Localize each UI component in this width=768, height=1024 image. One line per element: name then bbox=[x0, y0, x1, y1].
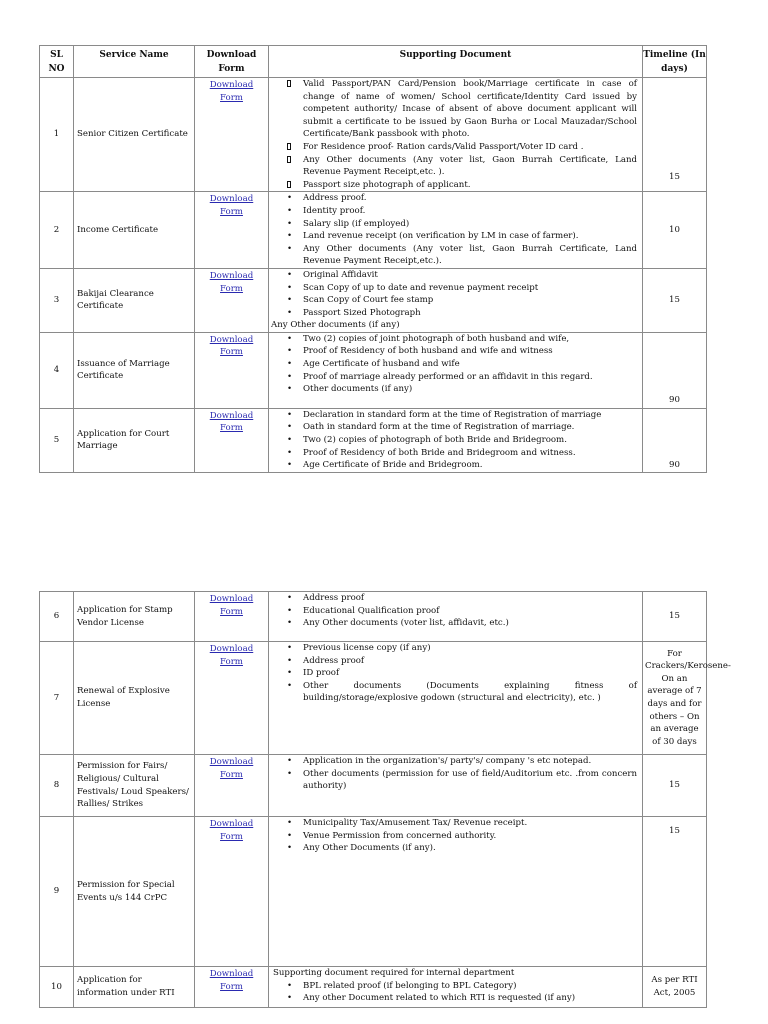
document-item-text: Passport Sized Photograph bbox=[303, 307, 421, 318]
form-link-text[interactable]: Form bbox=[220, 206, 243, 217]
header-row bbox=[40, 46, 707, 78]
document-item bbox=[271, 294, 637, 307]
form-link-text[interactable]: Form bbox=[220, 981, 243, 992]
header-supporting-document: Supporting Document bbox=[269, 46, 643, 78]
bullet-icon: • bbox=[287, 205, 293, 216]
header-timeline: Timeline (In days) bbox=[643, 46, 707, 78]
document-item bbox=[271, 333, 637, 346]
bullet-icon: • bbox=[287, 768, 293, 779]
service-row bbox=[40, 408, 707, 472]
header-service-name: Service Name bbox=[74, 46, 195, 78]
form-link-text[interactable]: Form bbox=[220, 423, 243, 434]
document-item bbox=[271, 642, 637, 655]
document-item-text: Application in the organization's/ party's/ company 's etc notepad. bbox=[303, 756, 592, 766]
download-form-link[interactable] bbox=[195, 756, 268, 781]
supporting-documents bbox=[269, 408, 643, 472]
timeline-days: 10 bbox=[643, 192, 707, 269]
form-link-text[interactable]: Form bbox=[220, 347, 243, 358]
header-sl-no: SL NO bbox=[40, 46, 74, 78]
bullet-icon: • bbox=[287, 384, 293, 395]
document-list bbox=[271, 192, 637, 268]
timeline-days: 90 bbox=[643, 408, 707, 472]
document-item bbox=[271, 817, 637, 830]
service-name: Issuance of Marriage Certificate bbox=[74, 332, 195, 408]
bullet-icon: • bbox=[287, 447, 293, 458]
service-name: Income Certificate bbox=[74, 192, 195, 269]
bullet-icon: • bbox=[287, 333, 293, 344]
document-item-text: Address proof. bbox=[303, 193, 367, 204]
document-item bbox=[271, 830, 637, 843]
download-form-cell bbox=[195, 642, 269, 755]
document-item-text: Other documents (Documents explaining fitness of building/storage/explosive godown (structural and electricity), etc. ) bbox=[303, 680, 637, 704]
document-item-text: Scan Copy of up to date and revenue payment receipt bbox=[303, 282, 539, 293]
service-name: Bakijai Clearance Certificate bbox=[74, 268, 195, 332]
service-name: Application for information under RTI bbox=[74, 967, 195, 1008]
service-row bbox=[40, 817, 707, 967]
bullet-icon: • bbox=[287, 818, 293, 828]
document-item bbox=[271, 617, 637, 630]
box-bullet-icon bbox=[287, 141, 291, 154]
timeline-days: For Crackers/Kerosene- On an average of 7 days and for others – On an average of 30 days bbox=[643, 642, 707, 755]
document-item-text: Address proof bbox=[303, 655, 365, 666]
timeline-days: 15 bbox=[643, 817, 707, 967]
bullet-icon: • bbox=[287, 218, 293, 229]
download-link-text[interactable]: Download bbox=[209, 270, 254, 281]
download-form-link[interactable] bbox=[195, 818, 268, 843]
download-form-cell bbox=[195, 967, 269, 1008]
document-item bbox=[271, 179, 637, 192]
document-item-text: Valid Passport/PAN Card/Pension book/Marriage certificate in case of change of name of women/ School certificate/Identity Card issued by competent authority/ Incase of absent of above document applicant will submit a certificate to be issued by Gaon Burha or Local Mauzadar/School Certificate/Bank passbook with photo. bbox=[303, 79, 637, 140]
document-item bbox=[271, 383, 637, 396]
download-link-text[interactable]: Download bbox=[209, 594, 254, 604]
bullet-icon: • bbox=[287, 643, 293, 653]
bullet-icon: • bbox=[287, 680, 293, 691]
bullet-icon: • bbox=[287, 243, 293, 254]
bullet-icon: • bbox=[287, 830, 293, 841]
download-form-link[interactable] bbox=[195, 270, 268, 295]
document-item-text: Other documents (if any) bbox=[303, 384, 413, 395]
service-name: Permission for Special Events u/s 144 CrPC bbox=[74, 817, 195, 967]
box-bullet-icon bbox=[287, 78, 291, 91]
bullet-icon: • bbox=[287, 307, 293, 318]
document-list bbox=[271, 269, 637, 319]
document-item bbox=[271, 842, 637, 855]
document-item bbox=[271, 447, 637, 460]
download-form-cell bbox=[195, 817, 269, 967]
bullet-icon: • bbox=[287, 668, 293, 679]
document-item-text: Other documents (permission for use of field/Auditorium etc. .from concern authority) bbox=[303, 768, 637, 792]
bullet-icon: • bbox=[287, 993, 293, 1004]
form-link-text[interactable]: Form bbox=[220, 769, 243, 780]
document-item-text: Proof of Residency of both husband and wife and witness bbox=[303, 346, 553, 357]
supporting-documents bbox=[269, 192, 643, 269]
bullet-icon: • bbox=[287, 980, 293, 991]
document-item-text: Any Other documents (voter list, affidavit, etc.) bbox=[303, 618, 509, 629]
download-form-link[interactable] bbox=[195, 410, 268, 435]
supporting-documents bbox=[269, 642, 643, 755]
document-item bbox=[271, 592, 637, 605]
bullet-icon: • bbox=[287, 346, 293, 357]
bullet-icon: • bbox=[287, 618, 293, 629]
document-item-text: Original Affidavit bbox=[303, 269, 378, 280]
document-item bbox=[271, 992, 637, 1005]
download-form-link[interactable] bbox=[195, 643, 268, 668]
sl-number: 5 bbox=[40, 408, 74, 472]
box-bullet-icon bbox=[287, 154, 291, 167]
document-item bbox=[271, 78, 637, 141]
service-row bbox=[40, 192, 707, 269]
document-list bbox=[271, 409, 637, 472]
document-item-text: Oath in standard form at the time of Registration of marriage. bbox=[303, 422, 575, 433]
download-form-cell bbox=[195, 192, 269, 269]
sl-number: 6 bbox=[40, 592, 74, 642]
service-name: Renewal of Explosive License bbox=[74, 642, 195, 755]
download-link-text[interactable]: Download bbox=[209, 194, 254, 205]
service-row bbox=[40, 755, 707, 817]
document-list bbox=[271, 333, 637, 396]
document-item bbox=[271, 409, 637, 422]
document-item bbox=[271, 680, 637, 705]
services-table-part-1 bbox=[39, 45, 707, 473]
download-link-text[interactable]: Download bbox=[209, 80, 254, 90]
supporting-documents bbox=[269, 332, 643, 408]
document-item-text: BPL related proof (if belonging to BPL Category) bbox=[303, 980, 517, 991]
service-row bbox=[40, 332, 707, 408]
document-item-text: For Residence proof- Ration cards/Valid Passport/Voter ID card . bbox=[303, 141, 584, 152]
bullet-icon: • bbox=[287, 269, 293, 280]
document-item-text: Any other Document related to which RTI is requested (if any) bbox=[303, 993, 576, 1004]
document-item-text: ID proof bbox=[303, 668, 340, 679]
bullet-icon: • bbox=[287, 231, 293, 242]
download-link-text[interactable]: Download bbox=[209, 819, 254, 829]
sl-number: 1 bbox=[40, 78, 74, 192]
bullet-icon: • bbox=[287, 295, 293, 306]
form-link-text[interactable]: Form bbox=[220, 92, 243, 103]
bullet-icon: • bbox=[287, 371, 293, 382]
document-item bbox=[271, 980, 637, 993]
bullet-icon: • bbox=[287, 409, 293, 420]
bullet-icon: • bbox=[287, 282, 293, 293]
services-table-part-2 bbox=[39, 591, 731, 1008]
document-list bbox=[271, 78, 637, 191]
download-link-text[interactable]: Download bbox=[209, 410, 254, 421]
document-item-text: Any Other documents (Any voter list, Gaon Burrah Certificate, Land Revenue Payment Receipt,etc. ). bbox=[303, 154, 637, 178]
service-row bbox=[40, 642, 707, 755]
service-row bbox=[40, 78, 707, 192]
download-form-cell bbox=[195, 408, 269, 472]
supporting-documents bbox=[269, 817, 643, 967]
document-item bbox=[271, 434, 637, 447]
download-form-link[interactable] bbox=[195, 593, 268, 618]
document-item bbox=[271, 269, 637, 282]
download-form-link[interactable] bbox=[195, 334, 268, 359]
document-item-text: Proof of Residency of both Bride and Bridegroom and witness. bbox=[303, 447, 576, 458]
document-item-text: Salary slip (if employed) bbox=[303, 218, 410, 229]
document-item-text: Age Certificate of husband and wife bbox=[303, 359, 460, 370]
document-item-text: Previous license copy (if any) bbox=[303, 643, 431, 653]
form-link-text[interactable]: Form bbox=[220, 606, 243, 617]
download-form-cell bbox=[195, 755, 269, 817]
service-row bbox=[40, 268, 707, 332]
bullet-icon: • bbox=[287, 422, 293, 433]
document-item-text: Age Certificate of Bride and Bridegroom. bbox=[303, 460, 483, 471]
service-name: Permission for Fairs/ Religious/ Cultural Festivals/ Loud Speakers/ Rallies/ Strikes bbox=[74, 755, 195, 817]
document-item bbox=[271, 141, 637, 154]
document-item bbox=[271, 459, 637, 472]
document-list bbox=[271, 817, 637, 855]
document-list bbox=[271, 592, 637, 630]
document-list bbox=[271, 755, 637, 793]
document-item bbox=[271, 230, 637, 243]
bullet-icon: • bbox=[287, 359, 293, 370]
document-item bbox=[271, 421, 637, 434]
sl-number: 9 bbox=[40, 817, 74, 967]
document-item bbox=[271, 192, 637, 205]
header-download-form: Download Form bbox=[195, 46, 269, 78]
download-form-link[interactable] bbox=[195, 968, 268, 993]
bullet-icon: • bbox=[287, 460, 293, 471]
service-name: Application for Court Marriage bbox=[74, 408, 195, 472]
download-form-cell bbox=[195, 592, 269, 642]
timeline-days: 15 bbox=[643, 592, 707, 642]
sl-number: 4 bbox=[40, 332, 74, 408]
sl-number: 10 bbox=[40, 967, 74, 1008]
document-item bbox=[271, 345, 637, 358]
supporting-documents bbox=[269, 755, 643, 817]
document-item-text: Venue Permission from concerned authority. bbox=[303, 830, 497, 841]
service-row bbox=[40, 967, 707, 1008]
document-item bbox=[271, 655, 637, 668]
download-form-cell bbox=[195, 268, 269, 332]
bullet-icon: • bbox=[287, 655, 293, 666]
document-item bbox=[271, 282, 637, 295]
service-row bbox=[40, 592, 707, 642]
document-item-text: Any Other Documents (if any). bbox=[303, 843, 436, 854]
supporting-documents bbox=[269, 592, 643, 642]
supporting-documents bbox=[269, 268, 643, 332]
document-item-text: Declaration in standard form at the time of Registration of marriage bbox=[303, 409, 602, 420]
timeline-days: 15 bbox=[643, 268, 707, 332]
download-form-cell bbox=[195, 78, 269, 192]
supporting-documents bbox=[269, 78, 643, 192]
sl-number: 7 bbox=[40, 642, 74, 755]
bullet-icon: • bbox=[287, 756, 293, 766]
document-item-text: Educational Qualification proof bbox=[303, 605, 440, 616]
document-item-text: Land revenue receipt (on verification by LM in case of farmer). bbox=[303, 231, 579, 242]
document-item-text: Proof of marriage already performed or an affidavit in this regard. bbox=[303, 371, 593, 382]
download-form-link[interactable] bbox=[195, 79, 268, 104]
bullet-icon: • bbox=[287, 593, 293, 603]
download-form-link[interactable] bbox=[195, 193, 268, 218]
download-link-text[interactable]: Download bbox=[209, 969, 254, 979]
bullet-icon: • bbox=[287, 193, 293, 204]
document-item-text: Municipality Tax/Amusement Tax/ Revenue receipt. bbox=[303, 818, 528, 828]
bullet-icon: • bbox=[287, 605, 293, 616]
document-item bbox=[271, 755, 637, 768]
supporting-documents bbox=[269, 967, 643, 1008]
sl-number: 8 bbox=[40, 755, 74, 817]
document-item-text: Passport size photograph of applicant. bbox=[303, 179, 471, 190]
sl-number: 3 bbox=[40, 268, 74, 332]
service-name: Senior Citizen Certificate bbox=[74, 78, 195, 192]
document-item bbox=[271, 605, 637, 618]
document-item bbox=[271, 371, 637, 384]
timeline-days: 15 bbox=[643, 78, 707, 192]
document-item bbox=[271, 218, 637, 231]
timeline-days: As per RTI Act, 2005 bbox=[643, 967, 707, 1008]
service-name: Application for Stamp Vendor License bbox=[74, 592, 195, 642]
document-item-text: Identity proof. bbox=[303, 205, 366, 216]
document-item bbox=[271, 307, 637, 320]
document-item-text: Scan Copy of Court fee stamp bbox=[303, 295, 434, 306]
document-item bbox=[271, 154, 637, 179]
bullet-icon: • bbox=[287, 435, 293, 446]
download-form-cell bbox=[195, 332, 269, 408]
document-item-text: Any Other documents (Any voter list, Gaon Burrah Certificate, Land Revenue Payment Receipt,etc.). bbox=[303, 243, 637, 267]
bullet-icon: • bbox=[287, 843, 293, 854]
document-item-text: Two (2) copies of joint photograph of both husband and wife, bbox=[303, 333, 570, 344]
document-item bbox=[271, 243, 637, 268]
document-list bbox=[271, 642, 637, 705]
document-item-text: Two (2) copies of photograph of both Bride and Bridegroom. bbox=[303, 435, 567, 446]
download-link-text[interactable]: Download bbox=[209, 757, 254, 767]
box-bullet-icon bbox=[287, 179, 291, 192]
document-list bbox=[271, 980, 637, 1005]
form-link-text[interactable]: Form bbox=[220, 283, 243, 294]
document-item bbox=[271, 205, 637, 218]
document-item bbox=[271, 768, 637, 793]
timeline-days: 15 bbox=[643, 755, 707, 817]
document-item bbox=[271, 358, 637, 371]
sl-number: 2 bbox=[40, 192, 74, 269]
download-link-text[interactable]: Download bbox=[209, 644, 254, 654]
form-link-text[interactable]: Form bbox=[220, 656, 243, 667]
form-link-text[interactable]: Form bbox=[220, 831, 243, 842]
document-note: Supporting document required for internal department bbox=[273, 968, 515, 978]
document-item bbox=[271, 667, 637, 680]
timeline-days: 90 bbox=[643, 332, 707, 408]
document-note: Any Other documents (if any) bbox=[271, 320, 400, 331]
download-link-text[interactable]: Download bbox=[209, 334, 254, 345]
document-item-text: Address proof bbox=[303, 593, 365, 603]
